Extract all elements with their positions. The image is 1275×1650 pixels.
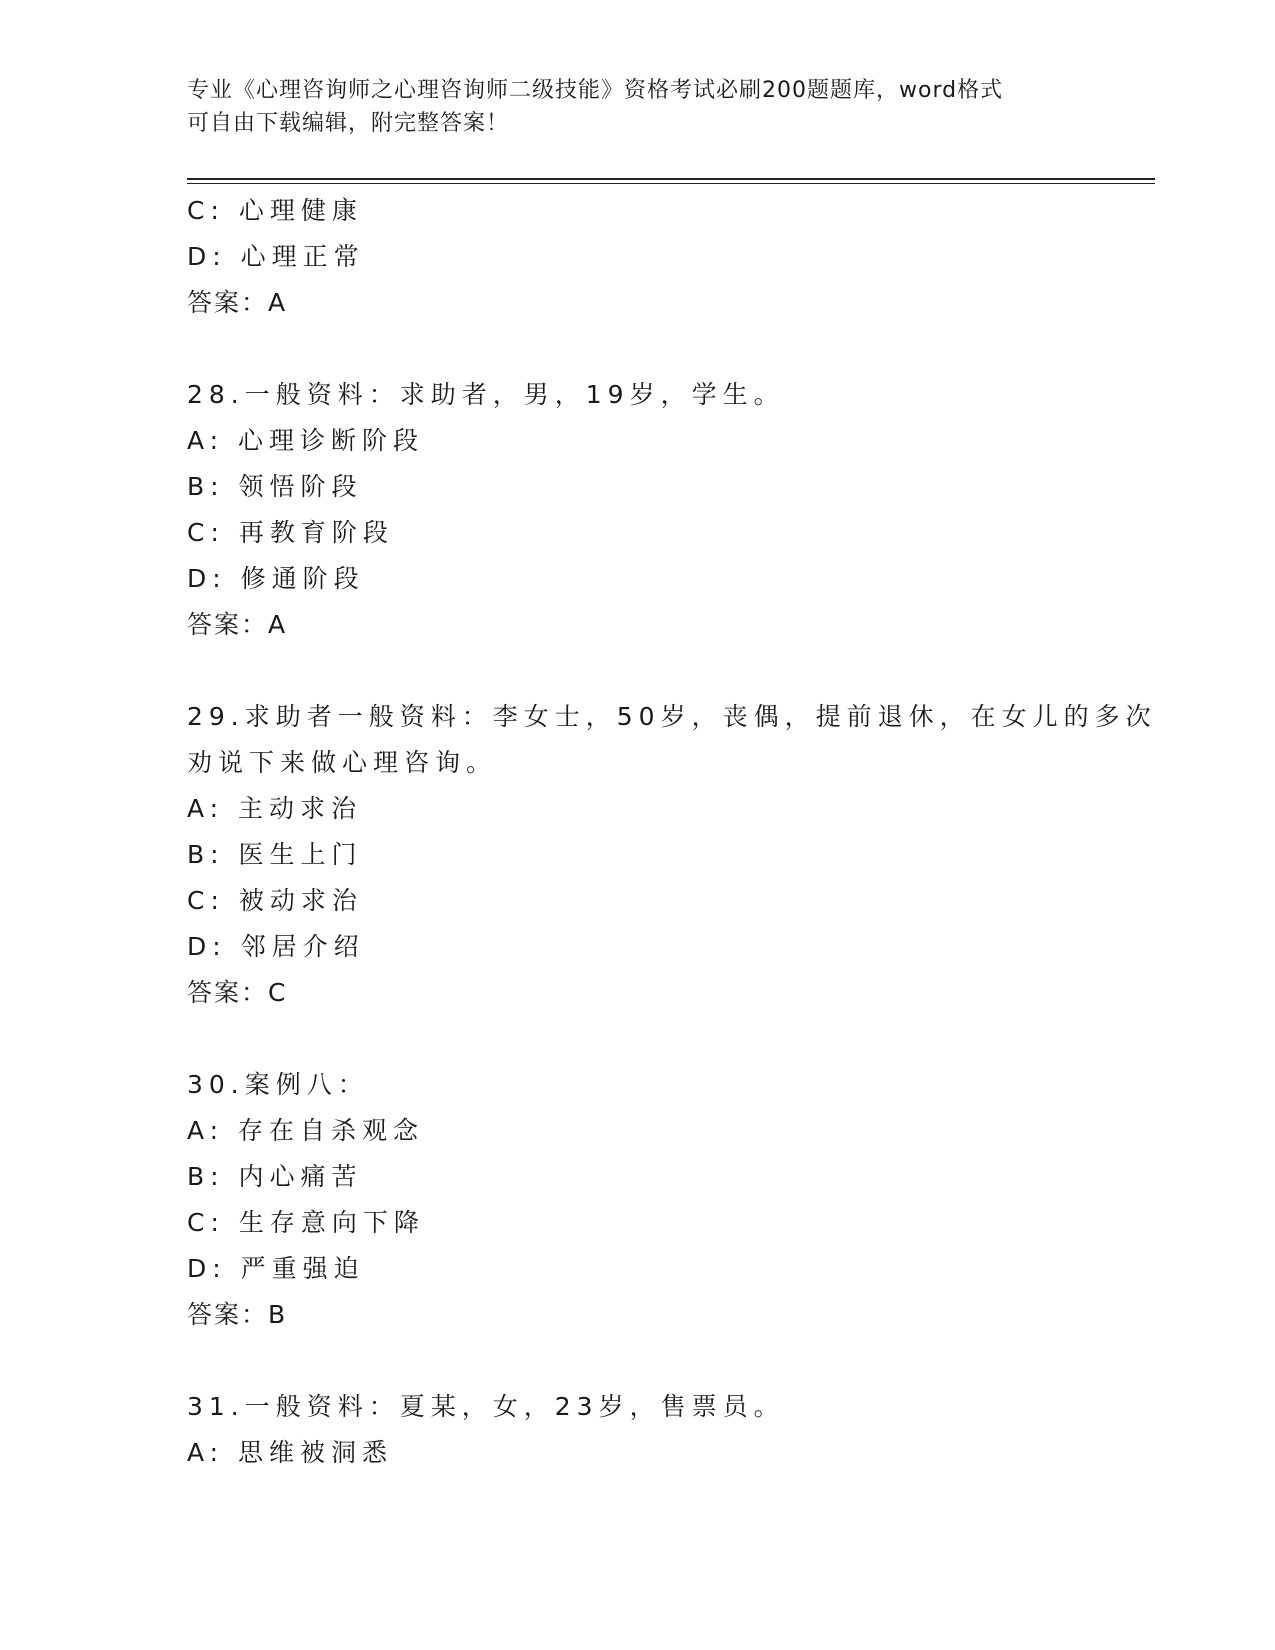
question-text: 31.一般资料：夏某，女，23岁，售票员。 [187, 1392, 785, 1421]
question-28 [187, 372, 1087, 648]
question-27-tail [187, 188, 1087, 326]
option-c: C: 心理健康 [187, 196, 363, 225]
question-text: 28.一般资料：求助者，男，19岁，学生。 [187, 380, 785, 409]
option-a: A: 心理诊断阶段 [187, 426, 425, 455]
option-d: D: 邻居介绍 [187, 932, 365, 961]
header-line-1: 专业《心理咨询师之心理咨询师二级技能》资格考试必刷200题题库，word格式 [187, 78, 1004, 103]
question-text: 30.案例八： [187, 1070, 369, 1099]
header-divider [187, 178, 1155, 184]
option-b: B: 领悟阶段 [187, 472, 363, 501]
option-c: C: 再教育阶段 [187, 518, 394, 547]
spacer [187, 1338, 1087, 1384]
question-text-line-2: 劝说下来做心理咨询。 [187, 748, 498, 777]
spacer [187, 326, 1087, 372]
option-d: D: 修通阶段 [187, 564, 365, 593]
question-list [187, 188, 1157, 1476]
answer-line: 答案：C [187, 978, 288, 1007]
option-a: A: 主动求治 [187, 794, 363, 823]
question-30 [187, 1062, 1087, 1338]
option-b: B: 内心痛苦 [187, 1162, 363, 1191]
question-31 [187, 1384, 1087, 1476]
header-line-2: 可自由下载编辑，附完整答案！ [187, 111, 510, 136]
option-c: C: 生存意向下降 [187, 1208, 425, 1237]
option-d: D: 心理正常 [187, 242, 365, 271]
answer-line: 答案：B [187, 1300, 288, 1329]
option-c: C: 被动求治 [187, 886, 363, 915]
spacer [187, 648, 1087, 694]
page-header [187, 74, 1107, 140]
option-a: A: 存在自杀观念 [187, 1116, 425, 1145]
spacer [187, 1016, 1087, 1062]
question-29 [187, 694, 1157, 1016]
answer-line: 答案：A [187, 610, 288, 639]
question-text-line-1: 29.求助者一般资料：李女士，50岁，丧偶，提前退休，在女儿的多次 [187, 702, 1157, 731]
option-d: D: 严重强迫 [187, 1254, 365, 1283]
option-b: B: 医生上门 [187, 840, 363, 869]
answer-line: 答案：A [187, 288, 288, 317]
option-a: A: 思维被洞悉 [187, 1438, 394, 1467]
